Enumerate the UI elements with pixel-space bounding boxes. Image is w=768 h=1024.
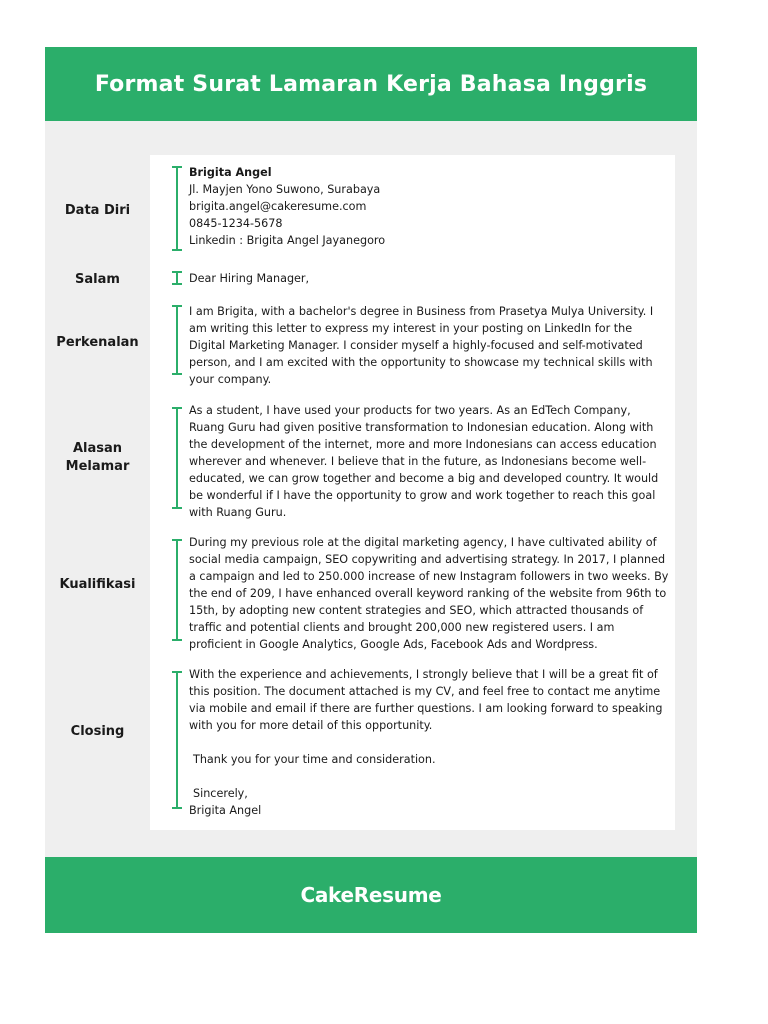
section-alasan-melamar	[189, 402, 669, 521]
label-alasan-line2: Melamar	[65, 459, 130, 474]
reason-text: As a student, I have used your products for two years. As an EdTech Company, Ruang Guru had given positive transformation to Indonesian education. Along with the development of the internet, more and more Indonesians can access education wherever and whenever. I believe that in the future, as Indonesians become well-educated, we can grow together and become a big and developed country. It would be wonderful if I have the opportunity to grow and work together to reach this goal with Ruang Guru.	[189, 404, 659, 519]
section-bracket-data-diri	[172, 166, 182, 251]
section-closing	[189, 666, 669, 819]
section-bracket-perkenalan	[172, 305, 182, 375]
label-salam: Salam	[75, 272, 120, 287]
label-alasan-line1: Alasan	[72, 441, 123, 456]
section-bracket-salam	[172, 271, 182, 285]
header-banner	[45, 47, 697, 121]
letter-template	[45, 47, 697, 933]
section-bracket-alasan	[172, 407, 182, 509]
cakeresume-logo: CakeResume	[300, 883, 442, 907]
applicant-address: Jl. Mayjen Yono Suwono, Surabaya	[189, 183, 381, 196]
qualification-text: During my previous role at the digital marketing agency, I have cultivated ability of social media campaign, SEO copywriting and advertising strategy. In 2017, I planned a campaign and led to 250.000 increase of new Instagram followers in two weeks. By the end of 209, I have enhanced overall keyword ranking of the website from 96th to 15th, by adopting new content strategies and SEO, which attracted thousands of traffic and potential clients and brought 200,000 new registered users. I am proficient in Google Analytics, Google Ads, Facebook Ads and Wordpress.	[189, 536, 669, 651]
closing-signoff: Sincerely,	[193, 787, 248, 800]
introduction-text: I am Brigita, with a bachelor's degree in Business from Prasetya Mulya University. I am writing this letter to express my interest in your posting on LinkedIn for the Digital Marketing Manager. I consider myself a highly-focused and self-motivated person, and I am excited with the opportunity to showcase my technical skills with your company.	[189, 305, 654, 386]
closing-text: With the experience and achievements, I strongly believe that I will be a great fit of this position. The document attached is my CV, and feel free to contact me anytime via mobile and email if there are further questions. I am looking forward to speaking with you for more detail of this opportunity.	[189, 668, 663, 732]
label-alasan-melamar	[45, 440, 150, 476]
section-perkenalan	[189, 303, 669, 388]
letter-card	[150, 155, 675, 830]
closing-thanks: Thank you for your time and consideration.	[193, 753, 436, 766]
section-data-diri	[189, 164, 669, 249]
footer-banner	[45, 857, 697, 933]
greeting-text: Dear Hiring Manager,	[189, 272, 310, 285]
closing-signature: Brigita Angel	[189, 804, 262, 817]
label-data-diri: Data Diri	[64, 203, 131, 218]
section-kualifikasi	[189, 534, 669, 653]
label-kualifikasi: Kualifikasi	[59, 577, 136, 592]
label-closing: Closing	[70, 724, 125, 739]
page-title: Format Surat Lamaran Kerja Bahasa Inggris	[94, 71, 648, 97]
label-perkenalan: Perkenalan	[56, 335, 139, 350]
applicant-phone: 0845-1234-5678	[189, 217, 283, 230]
section-bracket-kualifikasi	[172, 539, 182, 641]
section-bracket-closing	[172, 671, 182, 809]
applicant-name: Brigita Angel	[189, 166, 272, 179]
applicant-linkedin: Linkedin : Brigita Angel Jayanegoro	[189, 234, 386, 247]
applicant-email: brigita.angel@cakeresume.com	[189, 200, 367, 213]
section-salam	[189, 270, 669, 287]
